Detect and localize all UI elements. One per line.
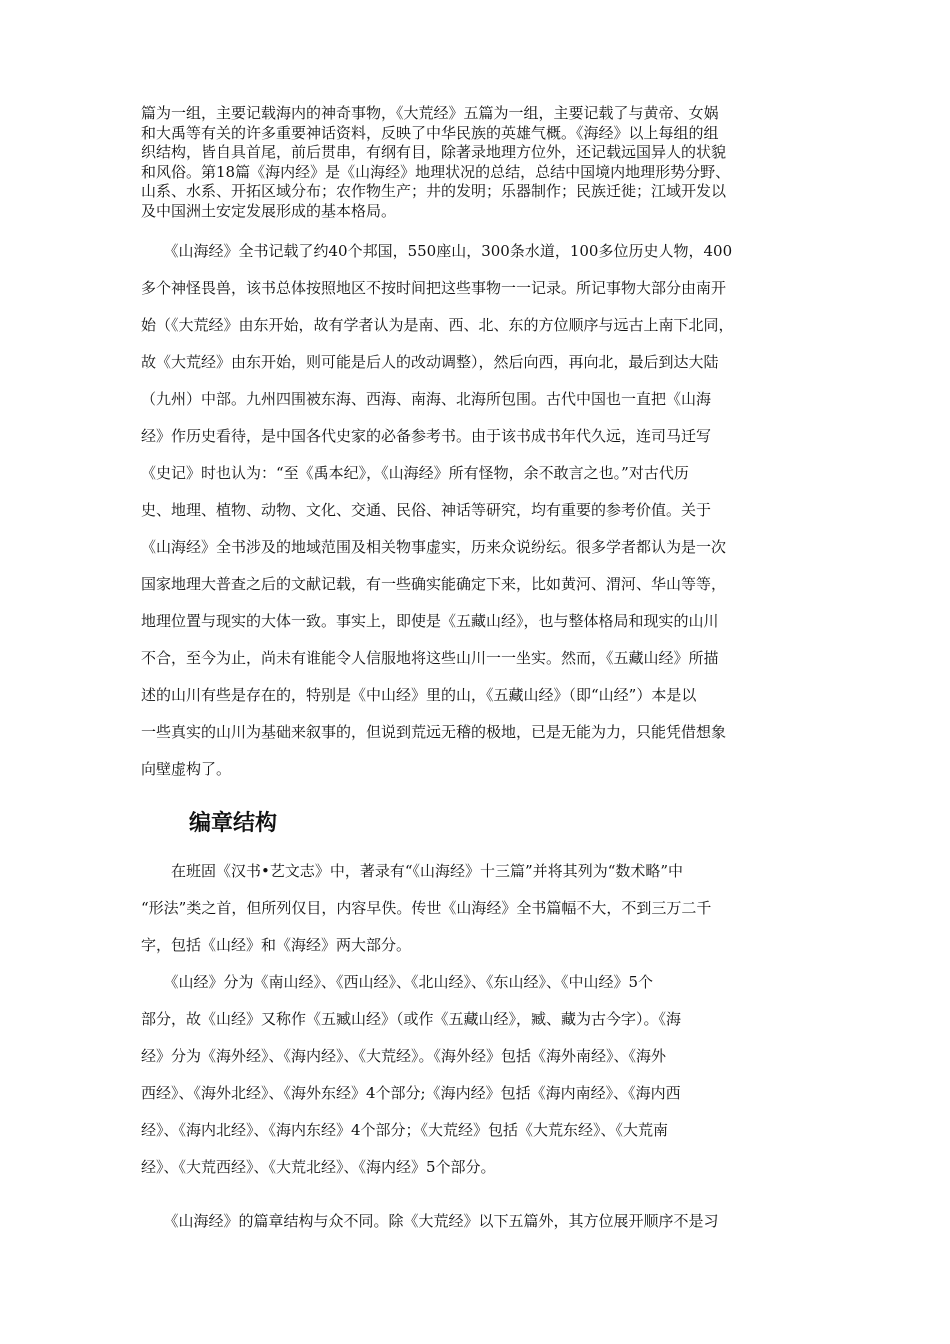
text-line: 经》、《大荒西经》、《大荒北经》、《海内经》5个部分。 xyxy=(141,1158,496,1176)
paragraph-main xyxy=(141,233,817,788)
text-line: （九州）中部。九州四围被东海、西海、南海、北海所包围。古代中国也一直把《山海 xyxy=(141,390,712,408)
text-line: 国家地理大普查之后的文献记载，有一些确实能确定下来，比如黄河、渭河、华山等等， xyxy=(141,575,727,593)
text-line: 多个神怪畏兽，该书总体按照地区不按时间把这些事物一一记录。所记事物大部分由南开 xyxy=(141,279,727,297)
text-line: “形法”类之首，但所列仅目，内容早佚。传世《山海经》全书篇幅不大，不到三万二千 xyxy=(141,899,712,917)
text-line: 《山海经》全书涉及的地域范围及相关物事虚实，历来众说纷纭。很多学者都认为是一次 xyxy=(141,538,727,556)
text-line: 和风俗。第18篇《海内经》是《山海经》地理状况的总结，总结中国境内地理形势分野、 xyxy=(141,162,731,181)
text-line: 史、地理、植物、动物、文化、交通、民俗、神话等研究，均有重要的参考价值。关于 xyxy=(141,501,712,519)
paragraph-bian xyxy=(141,853,817,964)
text-line: 山系、水系、开拓区域分布；农作物生产；井的发明；乐器制作；民族迁徙；江域开发以 xyxy=(141,182,727,201)
text-line: 一些真实的山川为基础来叙事的，但说到荒远无稽的极地，已是无能为力，只能凭借想象 xyxy=(141,723,727,741)
text-line: 经》、《海内北经》、《海内东经》4个部分；《大荒经》包括《大荒东经》、《大荒南 xyxy=(141,1121,669,1139)
text-line: 不合，至今为止，尚未有谁能令人信服地将这些山川一一坐实。然而，《五藏山经》所描 xyxy=(141,649,719,667)
text-line: 部分，故《山经》又称作《五臧山经》（或作《五藏山经》，臧、藏为古今字）。《海 xyxy=(141,1010,682,1028)
text-line: 经》分为《海外经》、《海内经》、《大荒经》。《海外经》包括《海外南经》、《海外 xyxy=(141,1047,667,1065)
text-line: 篇为一组，主要记载海内的神奇事物，《大荒经》五篇为一组，主要记载了与黄帝、女娲 xyxy=(141,104,719,122)
text-line: 《山海经》全书记载了约40个邦国，550座山，300条水道，100多位历史人物，400 xyxy=(141,242,733,260)
text-line: 《山经》分为《南山经》、《西山经》、《北山经》、《东山经》、《中山经》5个 xyxy=(141,973,654,991)
text-line: 在班固《汉书•艺文志》中，著录有“《山海经》十三篇”并将其列为“数术略”中 xyxy=(141,862,684,880)
text-line: 及中国洲土安定发展形成的基本格局。 xyxy=(141,201,397,220)
text-line: 故《大荒经》由东开始，则可能是后人的改动调整），然后向西，再向北，最后到达大陆 xyxy=(141,353,719,371)
text-line: 西经》、《海外北经》、《海外东经》4个部分;《海内经》包括《海内南经》、《海内西 xyxy=(141,1084,681,1102)
text-line: 《山海经》的篇章结构与众不同。除《大荒经》以下五篇外，其方位展开顺序不是习 xyxy=(141,1212,719,1230)
text-line: 经》作历史看待，是中国各代史家的必备参考书。由于该书成书年代久远，连司马迁写 xyxy=(141,427,712,445)
paragraph-last xyxy=(141,1203,817,1240)
section-heading: 编章结构 xyxy=(189,811,278,836)
text-line: 述的山川有些是存在的，特别是《中山经》里的山，《五藏山经》（即“山经”）本是以 xyxy=(141,686,697,704)
paragraph-parts xyxy=(141,964,817,1186)
text-line: 和大禹等有关的许多重要神话资料，反映了中华民族的英雄气概。《海经》以上每组的组 xyxy=(141,123,719,142)
text-line: 向壁虚构了。 xyxy=(141,760,232,778)
text-line: 字，包括《山经》和《海经》两大部分。 xyxy=(141,936,412,954)
text-line: 《史记》时也认为：“至《禹本纪》，《山海经》所有怪物，余不敢言之也。”对古代历 xyxy=(141,464,689,482)
paragraph-top xyxy=(141,104,817,222)
text-line: 织结构，皆自具首尾，前后贯串，有纲有目，除著录地理方位外，还记载远国异人的状貌 xyxy=(141,143,727,162)
text-line: 始（《大荒经》由东开始，故有学者认为是南、西、北、东的方位顺序与远古上南下北同， xyxy=(141,316,734,334)
text-line: 地理位置与现实的大体一致。事实上，即使是《五藏山经》，也与整体格局和现实的山川 xyxy=(141,612,719,630)
